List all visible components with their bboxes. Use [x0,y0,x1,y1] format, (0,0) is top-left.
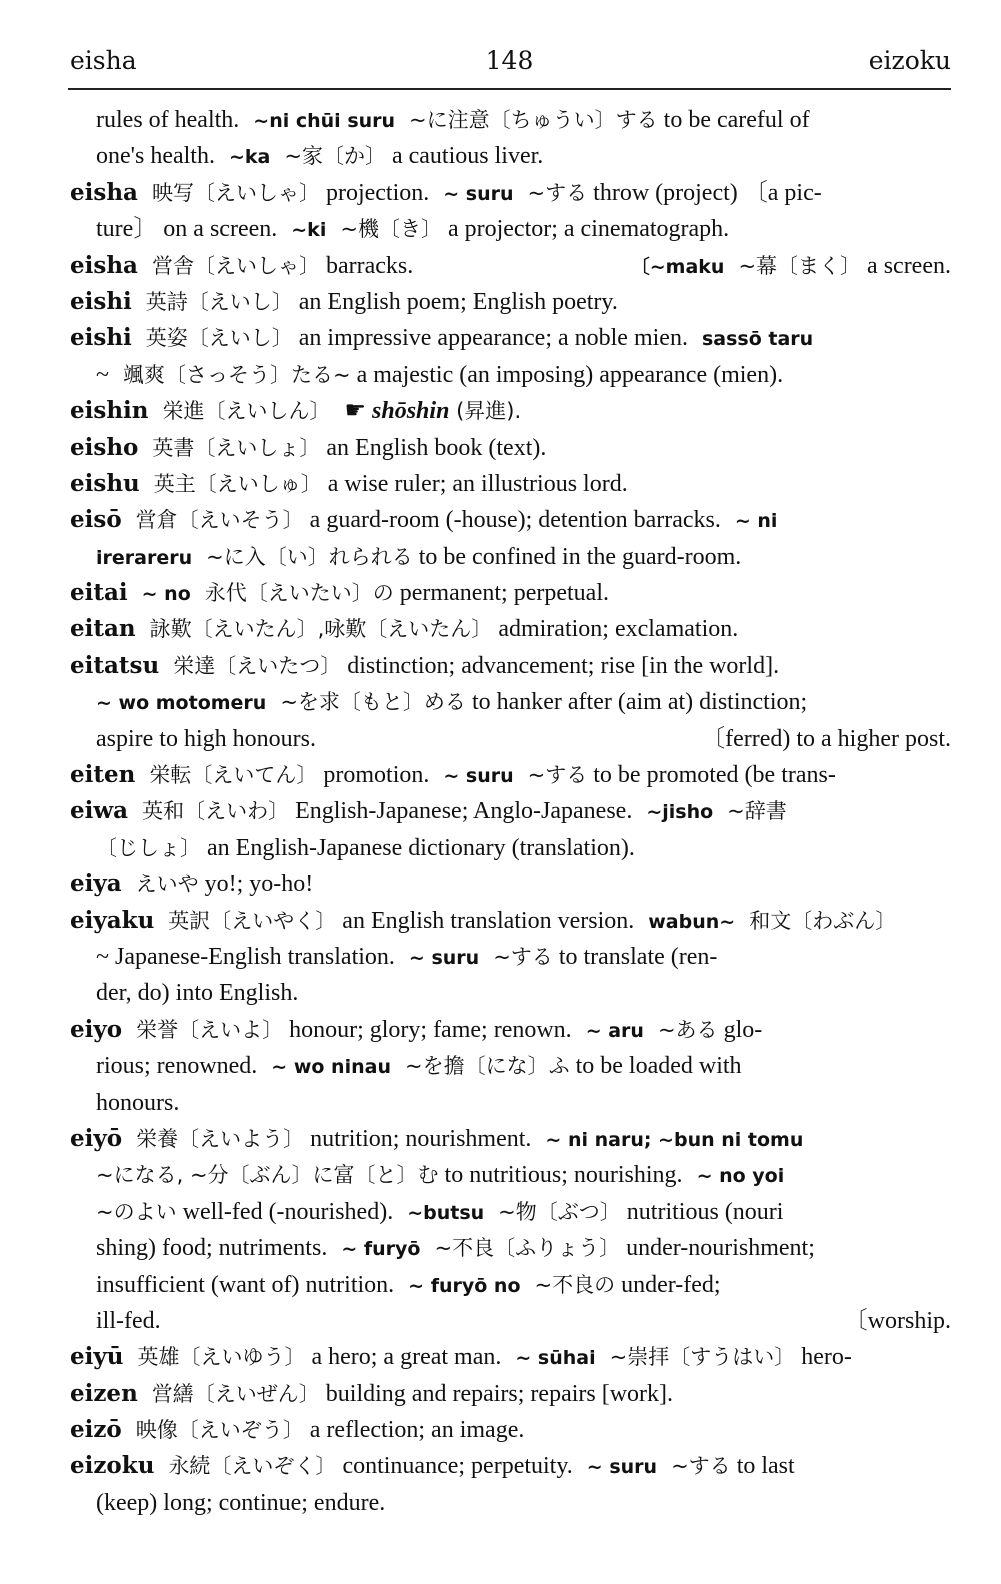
cross-reference-kanji: (昇進). [449,399,522,424]
text: rules of health. [96,107,240,133]
entry-line [70,611,951,647]
definition: throw (project) [587,179,744,206]
page-number: 148 [485,46,534,75]
romaji-phrase: ~butsu [407,1201,485,1224]
text: (keep) long; continue; endure. [96,1489,386,1516]
headword: eishu [70,469,140,497]
entry-line [70,648,951,684]
headword: eisho [70,433,139,461]
definition: admiration; exclamation. [492,616,739,643]
japanese-phrase: ~崇拝〔すうはい〕 [609,1345,796,1370]
entry-line [70,757,951,793]
japanese-phrase: ~ある [657,1017,718,1042]
headword: eizoku [70,1452,155,1480]
headword: eizen [70,1379,138,1407]
text: honours. [96,1089,180,1116]
romaji-phrase: 〔~maku [630,255,725,278]
entry-line [70,1376,951,1412]
definition: permanent; perpetual. [393,580,610,607]
entry-line [70,721,951,757]
headword: eisha [70,178,138,206]
definition: to be loaded with [569,1053,742,1080]
entry-line [70,1485,951,1521]
japanese-phrase: ~になる, ~分〔ぶん〕に富〔と〕む [96,1163,439,1188]
definition: a guard-room (-house); detention barracks. [303,507,721,534]
running-header [68,44,951,90]
definition: hero- [795,1344,852,1371]
definition: an English translation version. [336,907,635,934]
headword: eisō [70,506,122,534]
romaji-phrase: ~ wo ninau [271,1056,391,1079]
headword: eisha [70,251,138,279]
romaji-phrase: wabun~ [648,910,736,933]
definition: continuance; perpetuity. [336,1453,573,1480]
definition: a cautious liver. [385,143,544,170]
japanese-phrase: ~する [493,944,553,969]
kanji-reading: 栄誉〔えいよ〕 [136,1017,284,1042]
entry-line [70,284,951,320]
kanji-reading: 栄転〔えいてん〕 [149,763,318,788]
japanese-phrase: ~家〔か〕 [284,144,386,169]
definition: an English poem; English poetry. [292,288,618,315]
romaji-phrase: ~ furyō [341,1238,421,1261]
carryover: 〔ferred) to a higher post. [701,725,951,752]
text: ~ [96,361,109,388]
romaji-phrase: ~ ni naru; ~bun ni tomu [545,1128,804,1151]
entry-line [70,539,951,575]
definition: under-nourishment; [620,1235,815,1262]
kanji-reading: 映写〔えいしゃ〕 [151,180,320,205]
japanese-phrase: 和文〔わぶん〕 [749,908,897,933]
romaji-phrase: ~ furyō no [408,1274,521,1297]
text: rious; renowned. [96,1053,258,1080]
cross-reference: shōshin [366,398,450,425]
text: ture〕 on a screen. [96,216,278,243]
japanese-phrase: ~に注意〔ちゅうい〕する [409,108,658,132]
entry-line [70,939,951,975]
entry-line [70,430,951,466]
definition: English-Japanese; Anglo-Japanese. [289,798,633,825]
entry-line [70,248,951,284]
entry-line [70,1194,951,1230]
kanji-reading: 英主〔えいしゅ〕 [153,471,322,496]
kanji-reading: 英訳〔えいやく〕 [168,908,337,933]
definition: a majestic (an imposing) appearance (mien). [350,361,784,388]
definition: distinction; advancement; rise [in the world]. [341,652,780,679]
romaji-phrase: sassō taru [701,328,814,351]
entry-line [70,175,951,211]
kanji-reading: 栄達〔えいたつ〕 [173,653,342,678]
entry-line [70,138,951,174]
definition: building and repairs; repairs [work]. [319,1380,674,1407]
romaji-phrase: ~ wo motomeru [96,692,267,715]
headword: eiyō [70,1124,123,1152]
kanji-reading: 永代〔えいたい〕の [204,581,394,606]
text: der, do) into English. [96,980,299,1007]
entry-line [70,1121,951,1157]
entry-line [70,793,951,829]
definition: a screen. [861,252,951,279]
entry-line [70,1085,951,1121]
entry-line [70,211,951,247]
romaji-phrase: ~ni chūi suru [253,110,396,132]
kanji-reading: 英和〔えいわ〕 [142,799,290,824]
definition: promotion. [317,762,430,789]
entry-line [70,1303,951,1339]
romaji-phrase: ~ka [228,146,271,169]
entry-line [70,575,951,611]
japanese-phrase: ~幕〔まく〕 [738,253,862,278]
definition: a wise ruler; an illustrious lord. [321,470,628,497]
definition: an English-Japanese dictionary (translation). [201,834,635,861]
kanji-reading: 栄進〔えいしん〕 [162,399,331,424]
japanese-phrase: ~する [527,180,588,205]
definition: barracks. [319,252,414,279]
japanese-phrase: ~物〔ぶつ〕 [498,1199,621,1224]
kanji-reading: 栄養〔えいよう〕 [136,1126,305,1151]
kanji-reading: 営倉〔えいそう〕 [135,508,304,533]
headword: eiyaku [70,906,155,934]
definition: an English book (text). [320,434,547,461]
romaji-phrase: ~jisho [646,801,714,824]
headword: eiya [70,870,122,898]
romaji-phrase: ~ no [141,583,191,606]
definition: 〔a pic- [743,179,822,206]
text: shing) food; nutriments. [96,1235,328,1262]
entry-line [70,1157,951,1193]
entry-list [70,102,951,1521]
carryover [631,248,951,285]
kanji-reading: 詠歎〔えいたん〕,咏歎〔えいたん〕 [149,617,493,642]
headword: eishin [70,397,149,425]
definition: under-fed; [615,1271,721,1298]
definition: to nutritious; nourishing. [438,1162,683,1189]
definition: yo!; yo-ho! [198,871,314,898]
entry-line [70,1339,951,1375]
romaji-phrase: ~ suru [443,765,514,788]
headword: eitan [70,615,136,643]
romaji-phrase: ~ no yoi [696,1165,785,1188]
kanji-reading: 英姿〔えいし〕 [145,326,293,351]
entry-line [70,975,951,1011]
headword: eiyo [70,1015,123,1043]
entry-line [70,502,951,538]
kanji-reading: 英書〔えいしょ〕 [152,435,321,460]
japanese-phrase: ~する [671,1454,731,1479]
entry-line [70,393,951,429]
headword: eiten [70,761,136,789]
headword: eizō [70,1416,122,1444]
romaji-phrase: ~ ni [734,510,778,533]
entry-line [70,1448,951,1484]
kanji-reading: 英雄〔えいゆう〕 [137,1345,306,1370]
japanese-phrase: ~辞書 [727,799,787,824]
entry-line [70,1012,951,1048]
definition: Japanese-English translation. [108,943,395,970]
pointing-hand-icon: ☛ [344,398,367,425]
headword: eiyū [70,1343,124,1371]
entry-line [70,866,951,902]
definition: projection. [319,179,430,206]
definition: a hero; a great man. [305,1344,502,1371]
definition: honour; glory; fame; renown. [283,1016,572,1043]
entry-line [70,1230,951,1266]
kana-reading: 〔じしょ〕 [96,835,201,860]
headword: eiwa [70,797,129,825]
definition: nutrition; nourishment. [304,1125,532,1152]
romaji-phrase: ~ suru [443,182,514,205]
header-first-word: eisha [70,46,137,75]
definition: well-fed (-nourished). [176,1198,394,1225]
definition: a projector; a cinematograph. [441,216,730,243]
kanji-reading: 営舎〔えいしゃ〕 [151,253,320,278]
kanji-reading: 映像〔えいぞう〕 [135,1418,304,1443]
romaji-phrase: ~ suru [408,946,480,969]
definition: to translate (ren- [552,943,718,970]
entry-line [70,320,951,356]
headword: eitai [70,579,128,607]
entry-line [70,830,951,866]
text: insufficient (want of) nutrition. [96,1271,395,1298]
romaji-phrase: ~ aru [585,1019,644,1042]
japanese-phrase: 颯爽〔さっそう〕たる~ [122,362,351,387]
definition: to be careful of [657,107,810,133]
japanese-phrase: ~不良の [534,1272,616,1297]
definition: to be promoted (be trans- [587,762,836,789]
romaji-phrase: ~ suru [586,1456,658,1479]
kanji-reading: 営繕〔えいぜん〕 [151,1381,320,1406]
japanese-phrase: ~不良〔ふりょう〕 [434,1236,621,1261]
entry-line [70,466,951,502]
entry-line [70,1048,951,1084]
entry-line [70,1267,951,1303]
text: aspire to high honours. [96,725,316,752]
japanese-phrase: ~を擔〔にな〕ふ [404,1054,570,1079]
entry-line [70,102,951,138]
definition: to hanker after (aim at) distinction; [465,689,808,716]
japanese-phrase: ~機〔き〕 [340,217,442,242]
definition: nutritious (nouri [620,1198,784,1225]
entry-line [70,684,951,720]
japanese-phrase: ~に入〔い〕れられる [206,544,413,569]
definition: to be confined in the guard-room. [412,543,742,570]
japanese-phrase: ~する [527,763,588,788]
romaji-phrase: irerareru [96,546,193,569]
definition: an impressive appearance; a noble mien. [292,325,688,352]
kanji-reading: 英詩〔えいし〕 [145,289,293,314]
headword: eishi [70,287,132,315]
entry-line [70,1412,951,1448]
carryover: 〔worship. [843,1307,951,1334]
header-last-word: eizoku [868,46,951,75]
romaji-phrase: ~ki [291,219,327,242]
kana-reading: えいや [135,872,199,897]
text: ~ [96,943,109,970]
romaji-phrase: ~ sūhai [515,1347,596,1370]
text: one's health. [96,143,215,170]
entry-line [70,357,951,393]
definition: a reflection; an image. [303,1417,525,1444]
japanese-phrase: ~のよい [96,1199,177,1224]
japanese-phrase: ~を求〔もと〕める [280,690,466,715]
entry-line [70,903,951,939]
headword: eitatsu [70,651,160,679]
definition: to last [730,1453,795,1480]
definition: glo- [717,1016,763,1043]
headword: eishi [70,324,132,352]
kanji-reading: 永続〔えいぞく〕 [168,1454,337,1479]
text: ill-fed. [96,1307,161,1334]
